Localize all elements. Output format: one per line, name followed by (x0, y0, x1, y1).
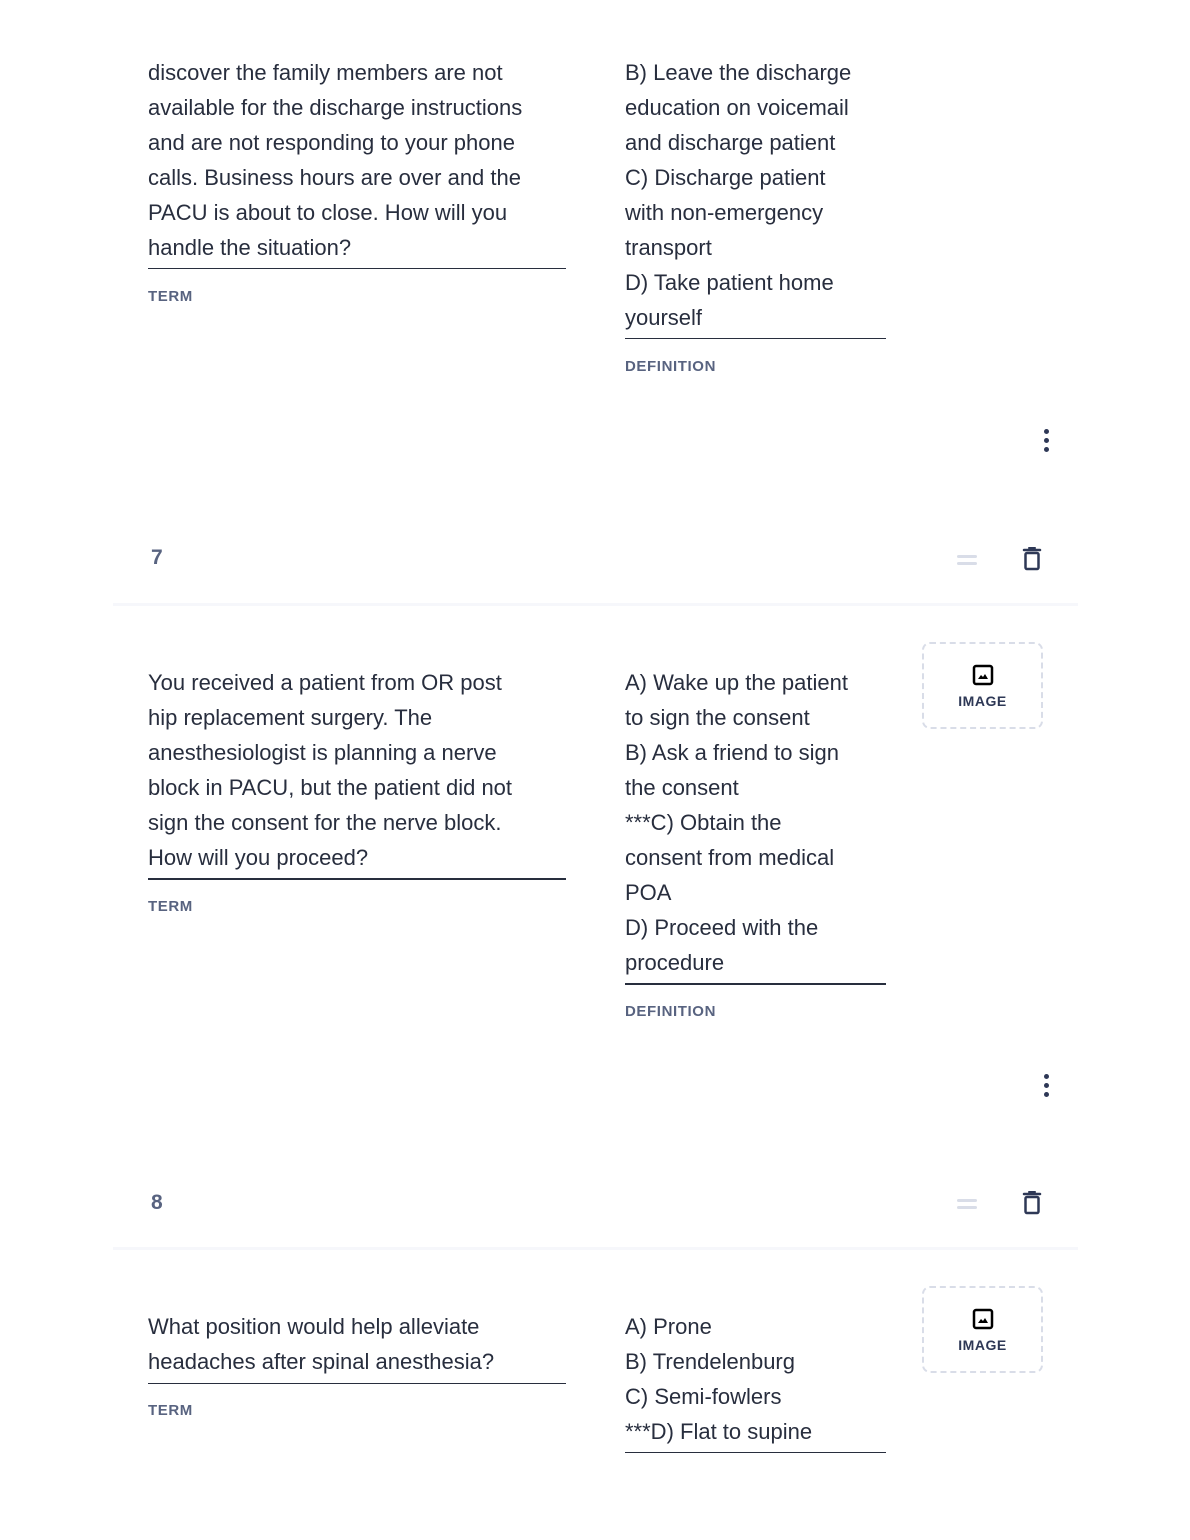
definition-label: DEFINITION (625, 1003, 716, 1020)
definition-line: transport (625, 235, 712, 260)
definition-line: to sign the consent (625, 705, 810, 730)
term-label: TERM (148, 1402, 193, 1419)
definition-line: C) Discharge patient (625, 165, 826, 190)
image-label: IMAGE (958, 693, 1007, 709)
definition-line: ***D) Flat to supine (625, 1419, 813, 1444)
definition-text[interactable] (625, 1309, 812, 1449)
definition-line: A) Wake up the patient (625, 670, 848, 695)
definition-line: the consent (625, 775, 739, 800)
trash-icon[interactable] (1021, 1191, 1043, 1215)
add-image-button[interactable] (922, 642, 1043, 729)
definition-line: B) Ask a friend to sign (625, 740, 839, 765)
term-line: What position would help alleviate (148, 1314, 480, 1339)
term-line: sign the consent for the nerve block. (148, 810, 502, 835)
definition-underline (625, 338, 886, 339)
definition-line: POA (625, 880, 672, 905)
card-number: 7 (151, 546, 163, 569)
image-label: IMAGE (958, 1337, 1007, 1353)
card-divider (113, 603, 1078, 606)
term-underline (148, 1383, 566, 1384)
definition-line: C) Semi-fowlers (625, 1384, 782, 1409)
add-image-button[interactable] (922, 1286, 1043, 1373)
more-options-icon[interactable] (1042, 1074, 1050, 1100)
term-line: anesthesiologist is planning a nerve (148, 740, 497, 765)
term-line: headaches after spinal anesthesia? (148, 1349, 495, 1374)
definition-text[interactable] (625, 665, 848, 980)
term-line: handle the situation? (148, 235, 352, 260)
definition-label: DEFINITION (625, 358, 716, 375)
card-divider (113, 1247, 1078, 1250)
card-number: 8 (151, 1191, 163, 1214)
definition-line: D) Take patient home (625, 270, 834, 295)
definition-line: education on voicemail (625, 95, 849, 120)
definition-text[interactable] (625, 55, 851, 335)
definition-line: B) Leave the discharge (625, 60, 852, 85)
definition-underline (625, 1452, 886, 1453)
term-underline (148, 878, 566, 880)
definition-line: yourself (625, 305, 703, 330)
definition-line: with non-emergency (625, 200, 824, 225)
term-line: block in PACU, but the patient did not (148, 775, 513, 800)
term-text[interactable] (148, 1309, 494, 1379)
definition-line: and discharge patient (625, 130, 836, 155)
term-line: and are not responding to your phone (148, 130, 515, 155)
definition-line: consent from medical (625, 845, 835, 870)
drag-handle-icon[interactable] (957, 555, 977, 565)
term-line: available for the discharge instructions (148, 95, 523, 120)
more-options-icon[interactable] (1042, 429, 1050, 455)
image-icon (972, 1308, 994, 1335)
term-line: PACU is about to close. How will you (148, 200, 508, 225)
term-label: TERM (148, 898, 193, 915)
term-line: discover the family members are not (148, 60, 503, 85)
trash-icon[interactable] (1021, 547, 1043, 571)
term-underline (148, 268, 566, 269)
term-text[interactable] (148, 55, 522, 265)
image-icon (972, 664, 994, 691)
term-text[interactable] (148, 665, 512, 875)
term-label: TERM (148, 288, 193, 305)
term-line: You received a patient from OR post (148, 670, 502, 695)
definition-line: A) Prone (625, 1314, 712, 1339)
term-line: calls. Business hours are over and the (148, 165, 521, 190)
definition-underline (625, 983, 886, 985)
definition-line: procedure (625, 950, 725, 975)
definition-line: ***C) Obtain the (625, 810, 782, 835)
definition-line: D) Proceed with the (625, 915, 819, 940)
definition-line: B) Trendelenburg (625, 1349, 795, 1374)
drag-handle-icon[interactable] (957, 1199, 977, 1209)
term-line: hip replacement surgery. The (148, 705, 433, 730)
term-line: How will you proceed? (148, 845, 369, 870)
